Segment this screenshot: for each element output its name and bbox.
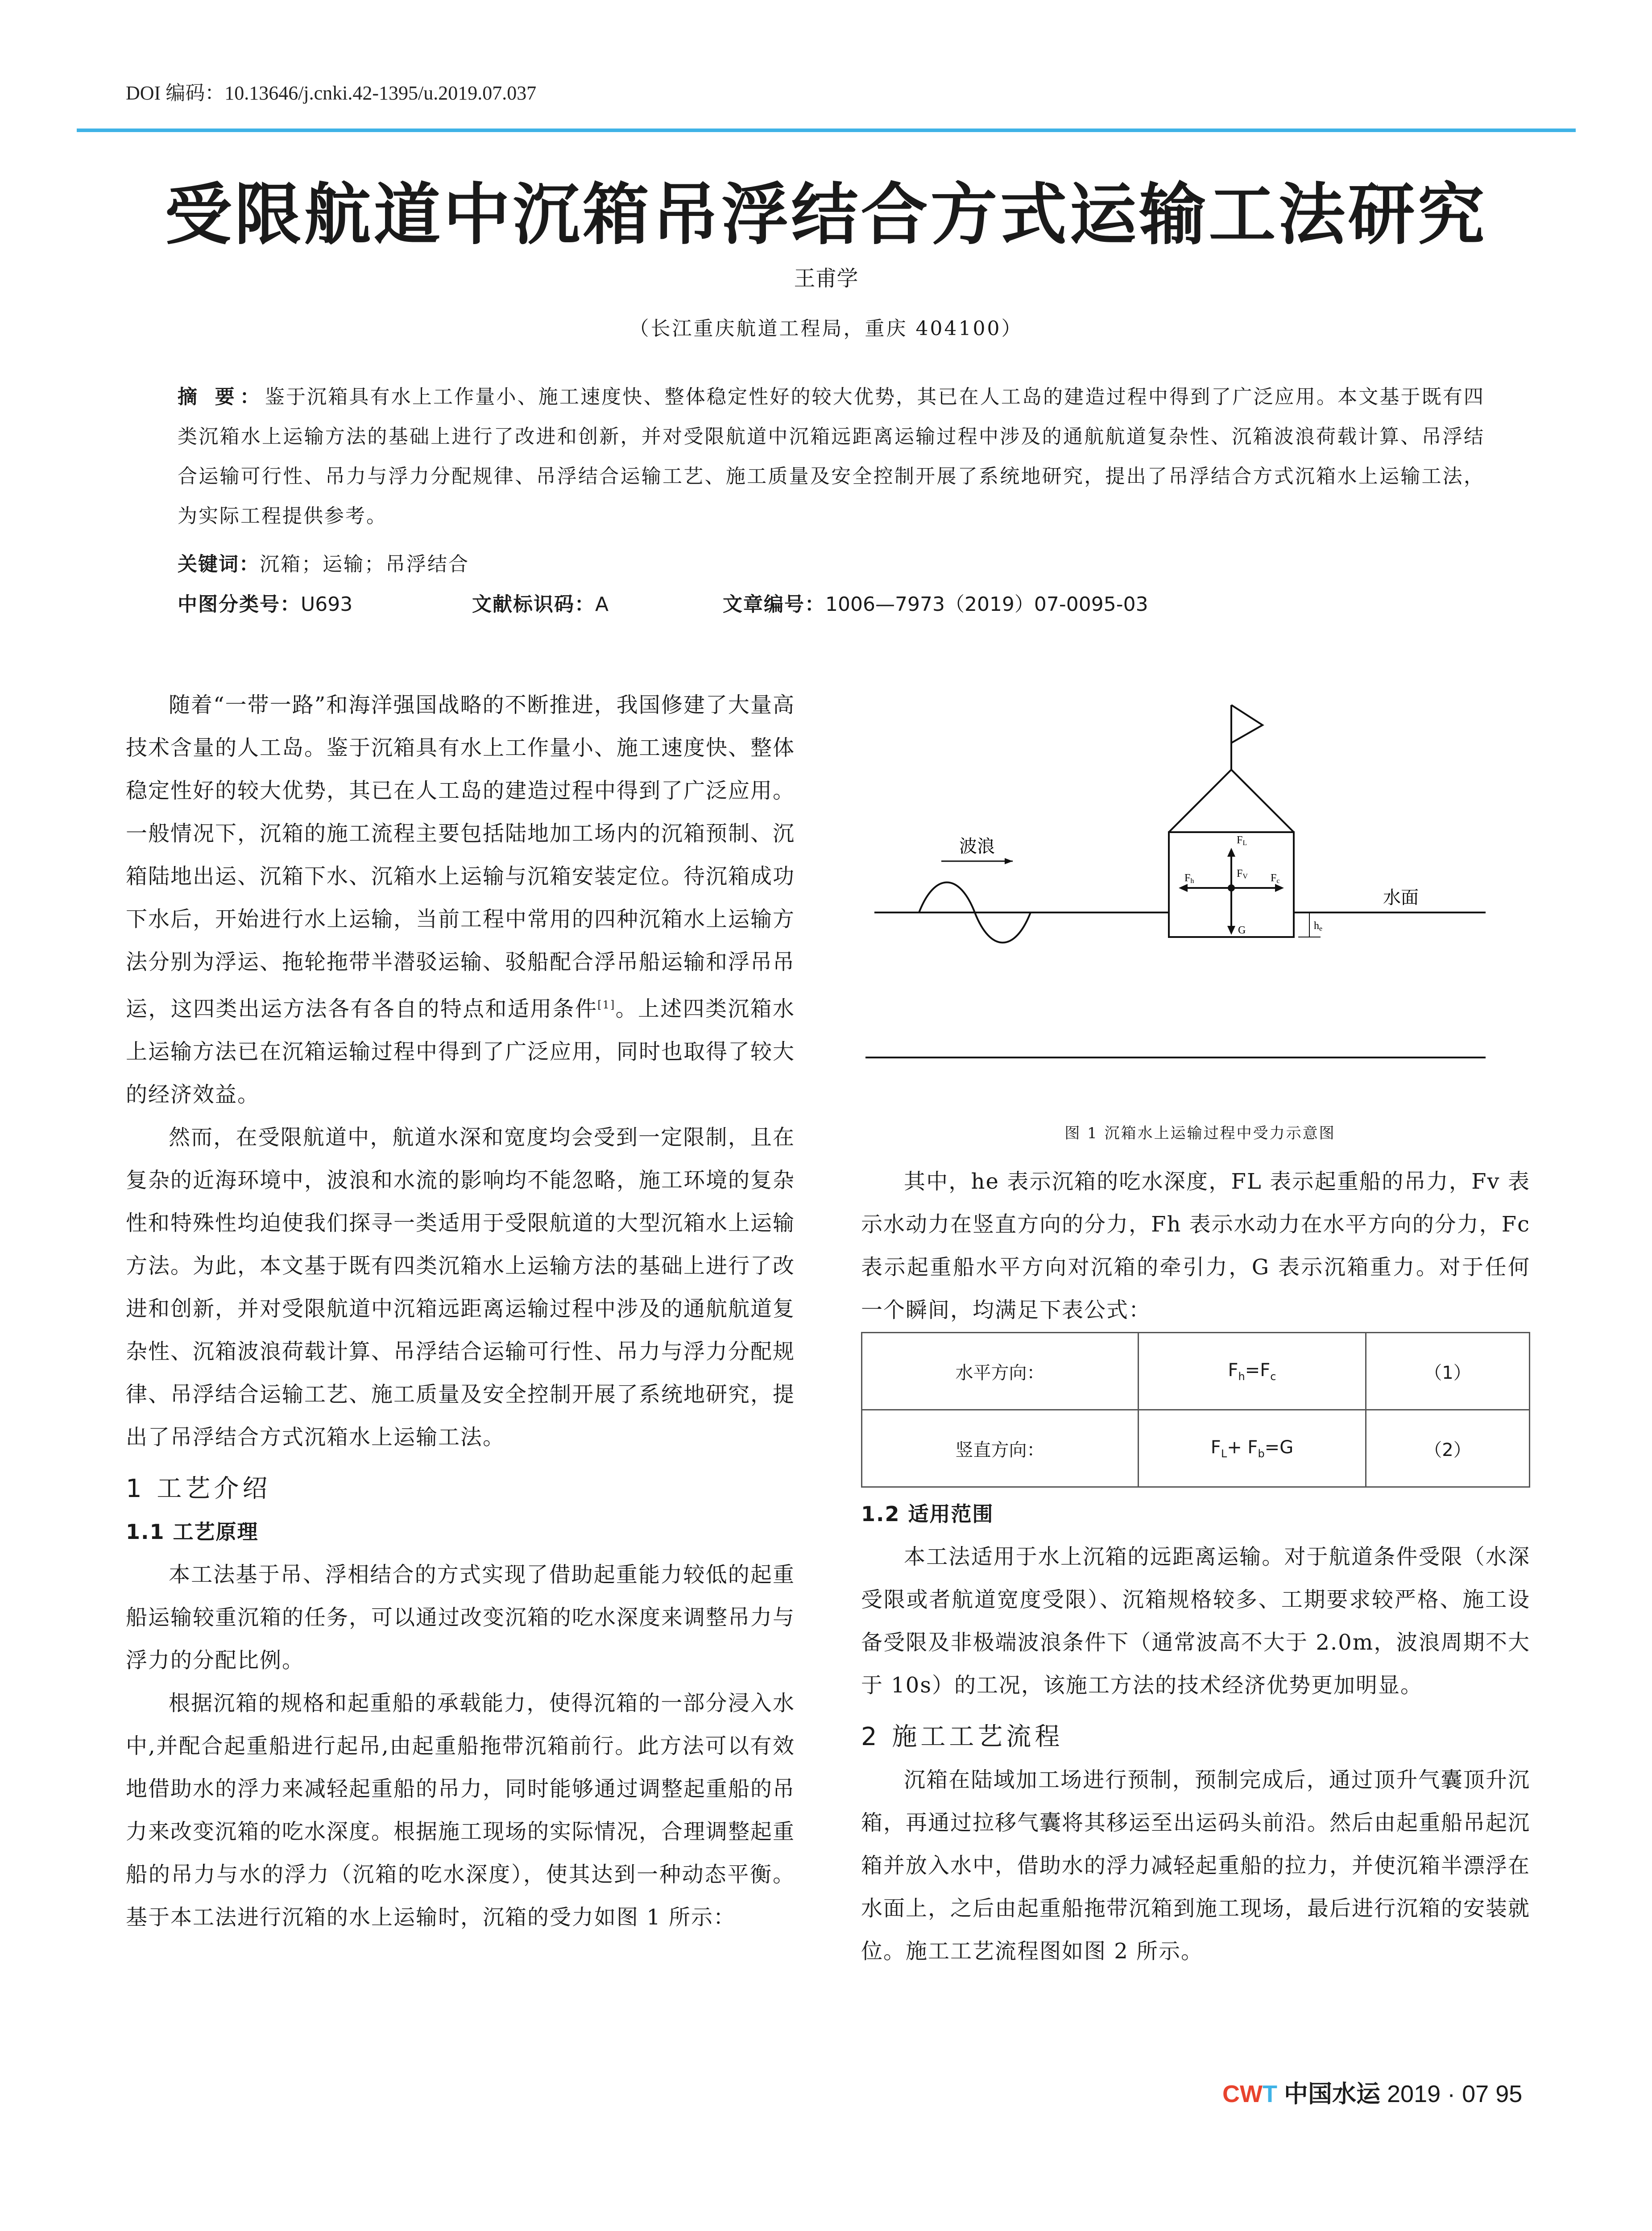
fv-label: FV bbox=[1237, 868, 1248, 880]
paragraph: 根据沉箱的规格和起重船的承载能力，使得沉箱的一部分浸入水中,并配合起重船进行起吊,由起重船拖带沉箱前行。此方法可以有效地借助水的浮力来减轻起重船的吊力，同时能够通过调整起重船的吊力来改变沉箱的吃水深度。根据施工现场的实际情况，合理调整起重船的吊力与水的浮力（沉箱的吃水深度），使其达到一种动态平衡。基于本工法进行沉箱的水上运输时，沉箱的受力如图 1 所示： bbox=[126, 1691, 795, 1930]
article-title: 受限航道中沉箱吊浮结合方式运输工法研究 bbox=[165, 175, 1487, 254]
wave-label: 波浪 bbox=[959, 836, 995, 857]
article-number-label: 文章编号： bbox=[723, 593, 825, 616]
left-column bbox=[126, 684, 795, 1939]
issue: 2019 · 07 bbox=[1387, 2081, 1489, 2107]
doc-code-value: A bbox=[595, 593, 609, 616]
doi-line: DOI 编码：10.13646/j.cnki.42-1395/u.2019.07.037 bbox=[126, 82, 537, 104]
page-footer: CWT 中国水运 2019 · 07 95 bbox=[1222, 2080, 1523, 2108]
table-cell: $F_L+ F_b=G$ bbox=[1139, 1410, 1366, 1487]
subsection-heading: 1.1 工艺原理 bbox=[126, 1520, 259, 1544]
journal-logo: CW bbox=[1222, 2081, 1263, 2107]
arrowhead bbox=[1005, 858, 1013, 864]
water-surface-label: 水面 bbox=[1383, 887, 1419, 908]
flag bbox=[1231, 705, 1263, 743]
right-column-top bbox=[861, 1160, 1530, 1331]
figure-caption: 图 1 沉箱水上运输过程中受力示意图 bbox=[1064, 1124, 1336, 1142]
clc-label: 中图分类号： bbox=[178, 593, 301, 616]
author-name: 王甫学 bbox=[794, 266, 858, 291]
abstract bbox=[178, 377, 1485, 536]
section-heading: 2 施工工艺流程 bbox=[861, 1722, 1064, 1751]
article-number bbox=[723, 588, 1148, 617]
right-column-bottom bbox=[861, 1493, 1530, 1973]
keywords-text: 沉箱；运输；吊浮结合 bbox=[260, 553, 469, 576]
table-cell: （1） bbox=[1366, 1333, 1530, 1410]
table-cell: $F_h=F_c$ bbox=[1139, 1333, 1366, 1410]
force-diagram bbox=[848, 701, 1517, 1102]
paragraph: 随着“一带一路”和海洋强国战略的不断推进，我国修建了大量高技术含量的人工岛。鉴于沉箱具有水上工作量小、施工速度快、整体稳定性好的较大优势，其已在人工岛的建造过程中得到了广泛应用。一般情况下，沉箱的施工流程主要包括陆地加工场内的沉箱预制、沉箱陆地出运、沉箱下水、沉箱水上运输与沉箱安装定位。待沉箱成功下水后，开始进行水上运输，当前工程中常用的四种沉箱水上运输方法分别为浮运、拖轮拖带半潜驳运输、驳船配合浮吊船运输和浮吊吊运，这四类出运方法各有各自的特点和适用条件[1]。上述四类沉箱水上运输方法已在沉箱运输过程中得到了广泛应用，同时也取得了较大的经济效益。 bbox=[126, 693, 795, 1107]
keywords-label: 关键词： bbox=[178, 553, 260, 576]
paragraph: 然而，在受限航道中，航道水深和宽度均会受到一定限制，且在复杂的近海环境中，波浪和水流的影响均不能忽略，施工环境的复杂性和特殊性均迫使我们探寻一类适用于受限航道的大型沉箱水上运输方法。为此，本文基于既有四类沉箱水上运输方法的基础上进行了改进和创新，并对受限航道中沉箱远距离运输过程中涉及的通航航道复杂性、沉箱波浪荷载计算、吊浮结合运输可行性、吊力与浮力分配规律、吊浮结合运输工艺、施工质量及安全控制开展了系统地研究，提出了吊浮结合方式沉箱水上运输工法。 bbox=[126, 1125, 795, 1450]
equation-table bbox=[861, 1332, 1530, 1488]
clc-number bbox=[178, 588, 352, 617]
doc-code-label: 文献标识码： bbox=[472, 593, 595, 616]
fc-label: Fc bbox=[1271, 872, 1280, 885]
table-row bbox=[862, 1410, 1530, 1487]
header-rule bbox=[77, 129, 1576, 132]
table-cell: 水平方向： bbox=[862, 1333, 1139, 1410]
table-row bbox=[862, 1333, 1530, 1410]
paragraph: 本工法适用于水上沉箱的远距离运输。对于航道条件受限（水深受限或者航道宽度受限）、沉箱规格较多、工期要求较严格、施工设备受限及非极端波浪条件下（通常波高不大于 2.0m，波浪周期不大于 10s）的工况，该施工方法的技术经济优势更加明显。 bbox=[861, 1544, 1530, 1698]
fl-label: FL bbox=[1237, 834, 1247, 847]
abstract-text: 鉴于沉箱具有水上工作量小、施工速度快、整体稳定性好的较大优势，其已在人工岛的建造过程中得到了广泛应用。本文基于既有四类沉箱水上运输方法的基础上进行了改进和创新，并对受限航道中沉箱远距离运输过程中涉及的通航航道复杂性、沉箱波浪荷载计算、吊浮结合运输可行性、吊力与浮力分配规律、吊浮结合运输工艺、施工质量及安全控制开展了系统地研究，提出了吊浮结合方式沉箱水上运输工法，为实际工程提供参考。 bbox=[178, 386, 1485, 527]
g-label: G bbox=[1238, 925, 1246, 936]
affiliation: （长江重庆航道工程局，重庆 404100） bbox=[629, 317, 1023, 340]
abstract-label: 摘 要： bbox=[178, 386, 265, 408]
paragraph: 本工法基于吊、浮相结合的方式实现了借助起重能力较低的起重船运输较重沉箱的任务，可以通过改变沉箱的吃水深度来调整吊力与浮力的分配比例。 bbox=[126, 1562, 795, 1673]
citation: [1] bbox=[597, 999, 616, 1011]
fh-label: Fh bbox=[1184, 872, 1194, 885]
table-cell: （2） bbox=[1366, 1410, 1530, 1487]
page-number: 95 bbox=[1495, 2081, 1523, 2107]
clc-value: U693 bbox=[301, 593, 353, 616]
paragraph: 其中，he 表示沉箱的吃水深度，FL 表示起重船的吊力，Fv 表示水动力在竖直方向的分力，Fh 表示水动力在水平方向的分力，Fc 表示起重船水平方向对沉箱的牵引力，G 表示沉箱重力。对于任何一个瞬间，均满足下表公式： bbox=[861, 1169, 1530, 1323]
journal-name: 中国水运 bbox=[1284, 2080, 1380, 2108]
article-number-value: 1006—7973（2019）07-0095-03 bbox=[825, 593, 1148, 616]
keywords bbox=[178, 548, 469, 576]
he-label: he bbox=[1314, 920, 1323, 933]
section-heading: 1 工艺介绍 bbox=[126, 1474, 271, 1503]
paragraph: 沉箱在陆域加工场进行预制，预制完成后，通过顶升气囊顶升沉箱，再通过拉移气囊将其移运至出运码头前沿。然后由起重船吊起沉箱并放入水中，借助水的浮力减轻起重船的拉力，并使沉箱半漂浮在水面上，之后由起重船拖带沉箱到施工现场，最后进行沉箱的安装就位。施工工艺流程图如图 2 所示。 bbox=[861, 1767, 1531, 1964]
doc-code bbox=[472, 588, 609, 617]
table-cell: 竖直方向： bbox=[862, 1410, 1139, 1487]
caisson-roof bbox=[1169, 770, 1294, 832]
subsection-heading: 1.2 适用范围 bbox=[861, 1502, 994, 1526]
